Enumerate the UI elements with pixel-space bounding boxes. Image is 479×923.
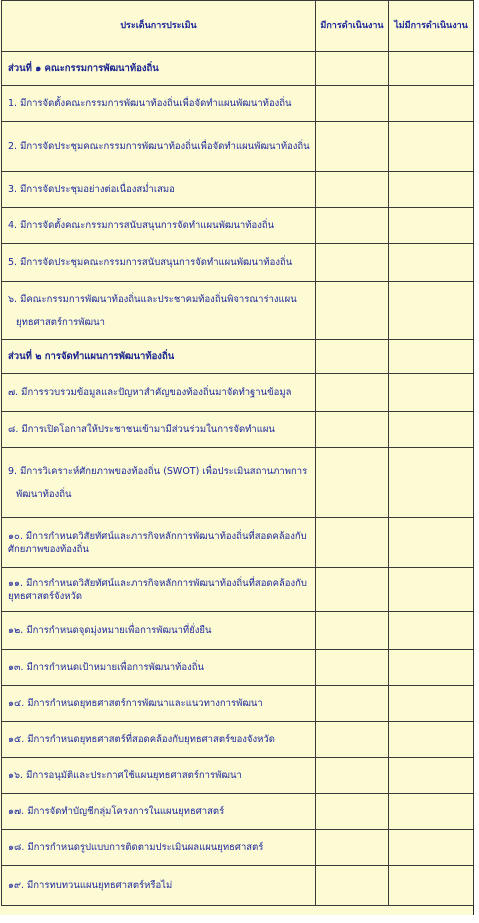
table-row: [2, 866, 474, 906]
criteria-text: ๑๙. มีการทบทวนแผนยุทธศาสตร์หรือไม่: [8, 880, 173, 891]
section-title: [2, 340, 316, 374]
criteria-cell: [2, 758, 316, 794]
header-not-done: ไม่มีการดำเนินงาน: [389, 1, 474, 52]
table-row: [2, 412, 474, 448]
criteria-text: ๑๐. มีการกำหนดวิสัยทัศน์และภารกิจหลักการพัฒนาท้องถิ่นที่สอดคล้องกับศักยภาพของท้องถิ่น: [8, 530, 307, 555]
not-done-cell: [389, 172, 474, 208]
done-cell: [316, 722, 389, 758]
not-done-cell: [389, 866, 474, 906]
not-done-cell: [389, 86, 474, 122]
not-done-cell: [389, 340, 474, 374]
criteria-text: ๑๑. มีการกำหนดวิสัยทัศน์และภารกิจหลักการพัฒนาท้องถิ่นที่สอดคล้องกับยุทธศาสตร์จังหวัด: [8, 577, 307, 602]
done-cell: [316, 412, 389, 448]
header-done: มีการดำเนินงาน: [316, 1, 389, 52]
not-done-cell: [389, 758, 474, 794]
table-row: [2, 282, 474, 340]
criteria-text: ๖. มีคณะกรรมการพัฒนาท้องถิ่นและประชาคมท้องถิ่นพิจารณาร่างแผน: [8, 293, 297, 305]
not-done-cell: [389, 722, 474, 758]
done-cell: [316, 208, 389, 244]
done-cell: [316, 686, 389, 722]
table-row: [2, 830, 474, 866]
criteria-cell: [2, 448, 316, 518]
not-done-cell: [389, 122, 474, 172]
criteria-cell: [2, 244, 316, 282]
criteria-cell: [2, 866, 316, 906]
done-cell: [316, 794, 389, 830]
table-row: [2, 86, 474, 122]
page-margin: [474, 0, 479, 915]
criteria-cell: [2, 830, 316, 866]
table-row: [2, 244, 474, 282]
criteria-cell: [2, 122, 316, 172]
done-cell: [316, 866, 389, 906]
criteria-cell: [2, 282, 316, 340]
not-done-cell: [389, 794, 474, 830]
table-row: [2, 374, 474, 412]
done-cell: [316, 244, 389, 282]
table-row: [2, 208, 474, 244]
criteria-text-continued: ยุทธศาสตร์การพัฒนา: [16, 316, 105, 328]
not-done-cell: [389, 374, 474, 412]
criteria-text: 3. มีการจัดประชุมอย่างต่อเนื่องสม่ำเสมอ: [8, 184, 175, 195]
criteria-cell: [2, 612, 316, 650]
criteria-cell: [2, 794, 316, 830]
not-done-cell: [389, 282, 474, 340]
criteria-text: 2. มีการจัดประชุมคณะกรรมการพัฒนาท้องถิ่นเพื่อจัดทำแผนพัฒนาท้องถิ่น: [8, 141, 310, 152]
criteria-text: ๑๗. มีการจัดทำบัญชีกลุ่มโครงการในแผนยุทธศาสตร์: [8, 806, 225, 817]
done-cell: [316, 374, 389, 412]
table-row: [2, 758, 474, 794]
evaluation-table: [1, 0, 474, 906]
not-done-cell: [389, 448, 474, 518]
criteria-cell: [2, 568, 316, 612]
criteria-cell: [2, 172, 316, 208]
done-cell: [316, 568, 389, 612]
table-row: [2, 722, 474, 758]
criteria-text: 4. มีการจัดตั้งคณะกรรมการสนับสนุนการจัดทำแผนพัฒนาท้องถิ่น: [8, 220, 275, 231]
criteria-text: ๑๖. มีการอนุมัติและประกาศใช้แผนยุทธศาสตร์การพัฒนา: [8, 770, 242, 781]
page-bottom-edge: [0, 915, 479, 923]
criteria-text: ส่วนที่ ๒ การจัดทำแผนการพัฒนาท้องถิ่น: [8, 351, 175, 362]
table-row: [2, 122, 474, 172]
criteria-cell: [2, 722, 316, 758]
section-title: [2, 52, 316, 86]
criteria-cell: [2, 86, 316, 122]
not-done-cell: [389, 612, 474, 650]
done-cell: [316, 172, 389, 208]
criteria-cell: [2, 650, 316, 686]
criteria-cell: [2, 374, 316, 412]
criteria-text-continued: พัฒนาท้องถิ่น: [16, 488, 72, 500]
criteria-text: ๑๕. มีการกำหนดยุทธศาสตร์ที่สอดคล้องกับยุทธศาสตร์ของจังหวัด: [8, 734, 275, 745]
criteria-text: ๑๒. มีการกำหนดจุดมุ่งหมายเพื่อการพัฒนาที่ยั่งยืน: [8, 625, 212, 636]
done-cell: [316, 830, 389, 866]
done-cell: [316, 650, 389, 686]
done-cell: [316, 612, 389, 650]
not-done-cell: [389, 244, 474, 282]
table-row: [2, 794, 474, 830]
criteria-text: ๑๓. มีการกำหนดเป้าหมายเพื่อการพัฒนาท้องถิ่น: [8, 662, 204, 673]
not-done-cell: [389, 208, 474, 244]
table-row: [2, 518, 474, 568]
table-row: [2, 568, 474, 612]
not-done-cell: [389, 568, 474, 612]
criteria-text: 1. มีการจัดตั้งคณะกรรมการพัฒนาท้องถิ่นเพื่อจัดทำแผนพัฒนาท้องถิ่น: [8, 98, 292, 109]
not-done-cell: [389, 52, 474, 86]
not-done-cell: [389, 830, 474, 866]
criteria-cell: [2, 412, 316, 448]
criteria-cell: [2, 208, 316, 244]
criteria-text: ๑๘. มีการกำหนดรูปแบบการติดตามประเมินผลแผนยุทธศาสตร์: [8, 842, 264, 853]
done-cell: [316, 758, 389, 794]
done-cell: [316, 282, 389, 340]
criteria-text: ๘. มีการเปิดโอกาสให้ประชาชนเข้ามามีส่วนร่วมในการจัดทำแผน: [8, 424, 275, 435]
table-header-row: [2, 1, 474, 52]
not-done-cell: [389, 686, 474, 722]
done-cell: [316, 518, 389, 568]
section-header-row: [2, 340, 474, 374]
table-row: [2, 448, 474, 518]
criteria-text: ส่วนที่ ๑ คณะกรรมการพัฒนาท้องถิ่น: [8, 63, 159, 74]
criteria-text: 5. มีการจัดประชุมคณะกรรมการสนับสนุนการจัดทำแผนพัฒนาท้องถิ่น: [8, 257, 293, 268]
done-cell: [316, 448, 389, 518]
not-done-cell: [389, 650, 474, 686]
criteria-cell: [2, 686, 316, 722]
criteria-text: 9. มีการวิเคราะห์ศักยภาพของท้องถิ่น (SWOT) เพื่อประเมินสถานภาพการ: [8, 465, 308, 477]
done-cell: [316, 52, 389, 86]
done-cell: [316, 122, 389, 172]
done-cell: [316, 340, 389, 374]
criteria-text: ๗. มีการรวบรวมข้อมูลและปัญหาสำคัญของท้องถิ่นมาจัดทำฐานข้อมูล: [8, 387, 292, 398]
criteria-text: ๑๔. มีการกำหนดยุทธศาสตร์การพัฒนาและแนวทางการพัฒนา: [8, 698, 263, 709]
table-row: [2, 172, 474, 208]
table-row: [2, 612, 474, 650]
not-done-cell: [389, 518, 474, 568]
criteria-cell: [2, 518, 316, 568]
not-done-cell: [389, 412, 474, 448]
section-header-row: [2, 52, 474, 86]
table-row: [2, 650, 474, 686]
done-cell: [316, 86, 389, 122]
header-criteria: ประเด็นการประเมิน: [2, 1, 316, 52]
table-row: [2, 686, 474, 722]
